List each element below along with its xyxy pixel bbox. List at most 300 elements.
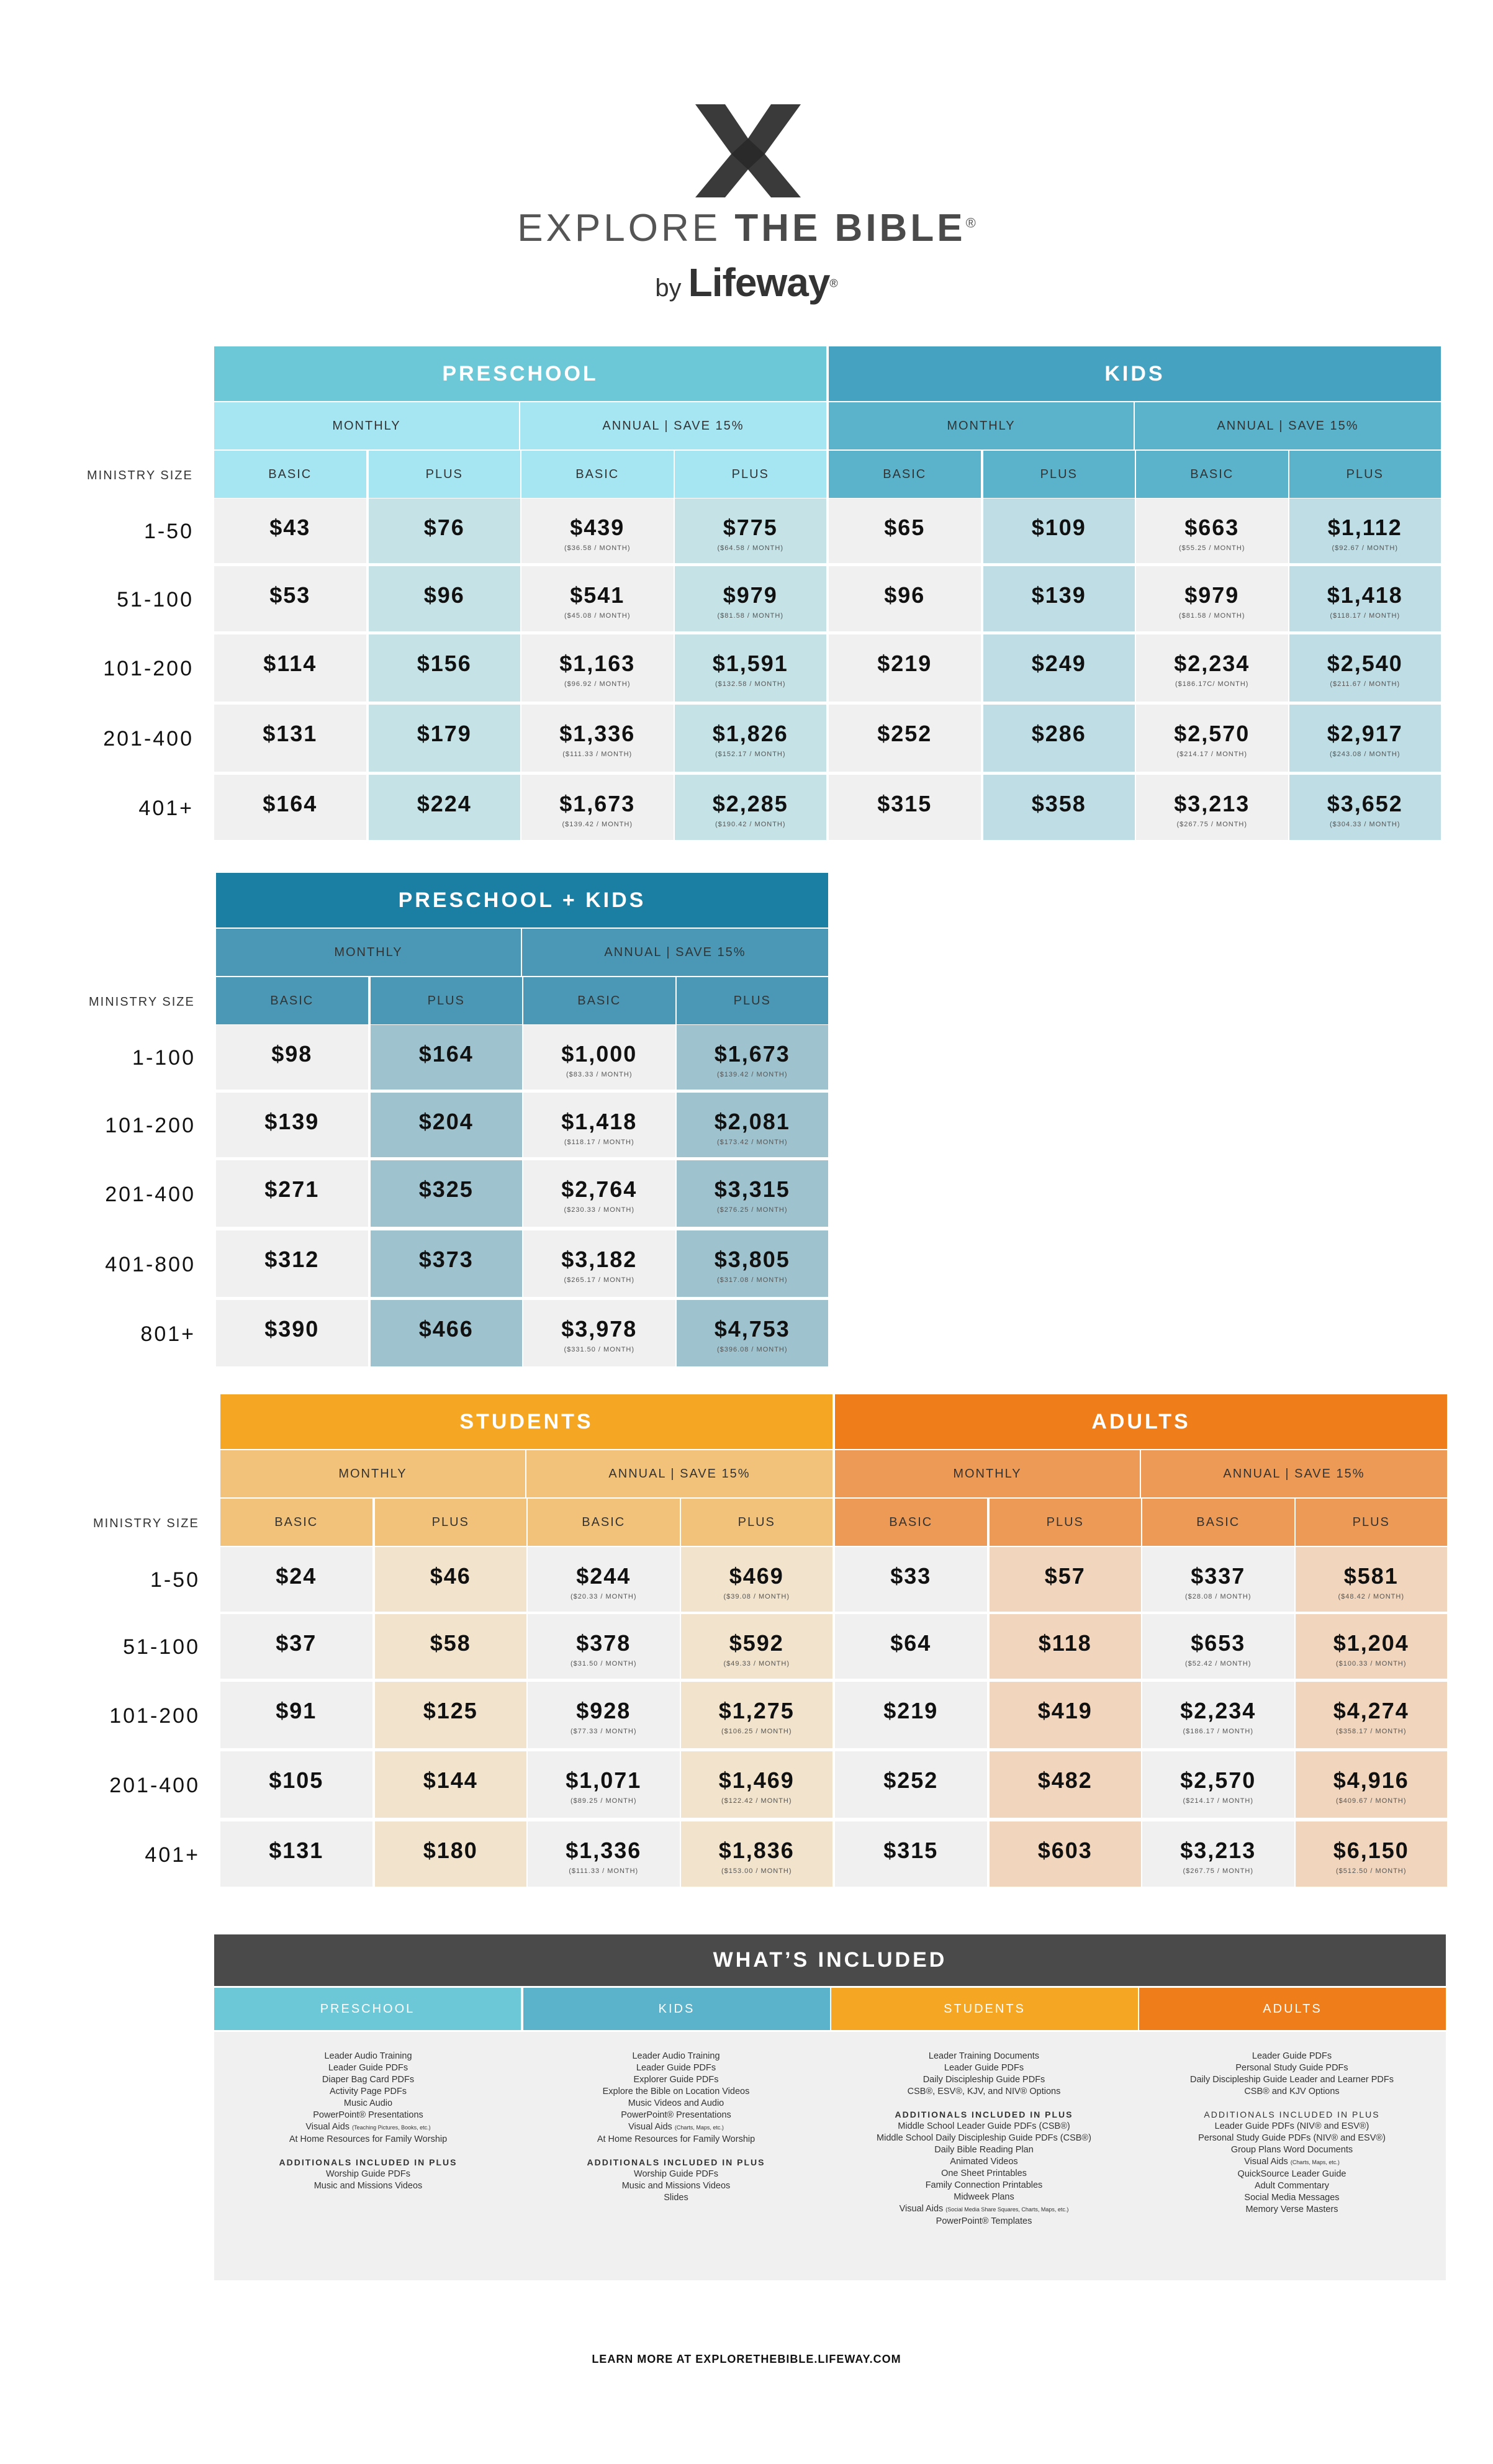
price-value: $33 (890, 1563, 932, 1589)
table-title-adults (835, 1394, 1447, 1449)
price-per-month: ($31.50 / MONTH) (571, 1660, 637, 1667)
price-cell (1142, 1751, 1294, 1818)
included-item: Music Audio (343, 2098, 393, 2108)
price-cell (371, 1160, 523, 1227)
annual-header (1141, 1450, 1447, 1497)
price-value: $3,182 (561, 1247, 638, 1272)
price-cell (990, 1821, 1142, 1887)
brand-title-light: EXPLORE (517, 207, 735, 250)
price-cell (675, 499, 827, 563)
price-value: $312 (264, 1247, 320, 1272)
ministry-size-row-label (87, 566, 199, 633)
price-value: $6,150 (1333, 1838, 1409, 1863)
included-item-visual-aids (830, 2203, 1138, 2216)
price-cell (1289, 634, 1441, 702)
column-header-label: BASIC (1196, 1515, 1240, 1529)
price-value: $592 (729, 1630, 784, 1656)
price-cell (990, 1751, 1142, 1818)
price-cell (677, 1160, 829, 1227)
basic-column-header (220, 1499, 372, 1546)
included-column-kids (522, 2032, 830, 2204)
plus-column-header (369, 451, 521, 498)
price-per-month: ($83.33 / MONTH) (566, 1071, 633, 1078)
price-per-month: ($49.33 / MONTH) (723, 1660, 790, 1667)
price-value: $3,213 (1180, 1838, 1256, 1863)
additional-item: QuickSource Leader Guide (1237, 2169, 1346, 2179)
annual-header (522, 929, 828, 976)
price-value: $2,570 (1174, 721, 1250, 746)
column-header-label: BASIC (270, 993, 314, 1008)
price-cell (216, 1160, 368, 1227)
price-cell (1136, 634, 1288, 702)
column-header-label: PLUS (1046, 1515, 1084, 1529)
price-per-month: ($276.25 / MONTH) (716, 1206, 788, 1214)
price-per-month: ($55.25 / MONTH) (1179, 544, 1245, 552)
price-cell (1136, 566, 1288, 631)
price-value: $131 (269, 1838, 324, 1863)
ministry-size-value: 1-50 (150, 1568, 200, 1592)
additionals-included-heading: ADDITIONALS INCLUDED IN PLUS (279, 2157, 458, 2167)
included-item: PowerPoint® Presentations (621, 2110, 731, 2120)
table-title-text: ADULTS (1091, 1409, 1191, 1433)
price-cell (523, 1230, 675, 1297)
price-cell (983, 775, 1135, 840)
price-per-month: ($132.58 / MONTH) (715, 680, 786, 688)
price-per-month: ($243.08 / MONTH) (1329, 751, 1401, 758)
price-value: $53 (269, 582, 311, 608)
included-item: Music Videos and Audio (628, 2098, 724, 2108)
price-value: $439 (570, 515, 625, 540)
price-value: $1,000 (561, 1041, 638, 1067)
price-value: $252 (877, 721, 932, 746)
price-value: $164 (418, 1041, 474, 1067)
price-per-month: ($52.42 / MONTH) (1185, 1660, 1252, 1667)
price-cell (216, 1300, 368, 1366)
price-cell (521, 634, 674, 702)
included-item: Daily Discipleship Guide Leader and Learner PDFs (1189, 2075, 1394, 2085)
price-cell (214, 499, 366, 563)
brand-title (0, 206, 1493, 250)
price-per-month: ($265.17 / MONTH) (564, 1276, 635, 1284)
ministry-size-value: 51-100 (117, 587, 194, 611)
price-value: $337 (1191, 1563, 1246, 1589)
included-column-preschool (214, 2032, 522, 2192)
price-cell (681, 1682, 833, 1748)
price-cell (220, 1547, 372, 1612)
monthly-label: MONTHLY (953, 1466, 1022, 1481)
price-cell (369, 634, 521, 702)
price-per-month: ($214.17 / MONTH) (1183, 1797, 1254, 1805)
annual-header (1135, 402, 1441, 449)
included-item: CSB® and KJV Options (1244, 2087, 1340, 2096)
included-header-students: STUDENTS (831, 1988, 1138, 2030)
ministry-size-row-label (87, 775, 199, 842)
price-value: $43 (269, 515, 311, 540)
price-value: $2,570 (1180, 1767, 1256, 1793)
price-per-month: ($186.17 / MONTH) (1183, 1728, 1254, 1735)
price-per-month: ($139.42 / MONTH) (716, 1071, 788, 1078)
price-value: $419 (1037, 1698, 1093, 1723)
included-item: CSB®, ESV®, KJV, and NIV® Options (907, 2087, 1061, 2096)
price-cell (214, 705, 366, 772)
included-item: At Home Resources for Family Worship (289, 2134, 448, 2144)
price-cell (375, 1682, 527, 1748)
price-cell (369, 705, 521, 772)
plus-column-header (375, 1499, 527, 1546)
price-value: $315 (877, 791, 932, 816)
price-value: $65 (884, 515, 926, 540)
price-cell (1142, 1682, 1294, 1748)
price-per-month: ($28.08 / MONTH) (1185, 1593, 1252, 1600)
price-cell (371, 1230, 523, 1297)
price-value: $144 (423, 1767, 478, 1793)
price-cell (1289, 775, 1441, 840)
price-per-month: ($122.42 / MONTH) (721, 1797, 792, 1805)
additional-item: Memory Verse Masters (1245, 2205, 1338, 2214)
additional-item: Music and Missions Videos (621, 2181, 731, 2191)
ministry-size-label (93, 1502, 217, 1545)
price-value: $224 (417, 791, 472, 816)
price-value: $118 (1038, 1630, 1092, 1656)
price-cell (677, 1025, 829, 1090)
ministry-size-row-label (89, 1160, 201, 1229)
price-cell (829, 499, 981, 563)
price-per-month: ($111.33 / MONTH) (569, 1867, 639, 1875)
ministry-size-value: 101-200 (105, 1114, 196, 1137)
additionals-included-heading: ADDITIONALS INCLUDED IN PLUS (1204, 2110, 1380, 2119)
price-per-month: ($39.08 / MONTH) (723, 1593, 790, 1600)
price-value: $1,418 (561, 1109, 638, 1134)
ministry-size-value: 201-400 (109, 1773, 200, 1797)
included-item: PowerPoint® Presentations (313, 2110, 423, 2120)
price-value: $286 (1031, 721, 1086, 746)
annual-label: ANNUAL | SAVE 15% (604, 945, 746, 959)
price-value: $76 (423, 515, 465, 540)
whats-included-title-bar (214, 1934, 1446, 1986)
table-title-text: PRESCHOOL (442, 361, 598, 386)
price-cell (521, 499, 674, 563)
monthly-label: MONTHLY (338, 1466, 407, 1481)
additionals-included-heading: ADDITIONALS INCLUDED IN PLUS (895, 2110, 1073, 2119)
column-header-label: BASIC (582, 1515, 626, 1529)
visual-aids-label: Visual Aids (628, 2122, 675, 2132)
ministry-size-row-label (93, 1547, 205, 1613)
table-title-text: PRESCHOOL + KIDS (398, 888, 646, 912)
additional-item: Midweek Plans (954, 2192, 1014, 2202)
price-cell (216, 1025, 368, 1090)
price-cell (681, 1614, 833, 1679)
additional-item: One Sheet Printables (941, 2168, 1027, 2178)
basic-column-header (829, 451, 981, 498)
price-cell (220, 1614, 372, 1679)
price-cell (523, 1025, 675, 1090)
price-cell (216, 1230, 368, 1297)
whats-included-body (214, 2032, 1446, 2280)
price-value: $139 (1031, 582, 1086, 608)
plus-column-header (1289, 451, 1441, 498)
price-cell (375, 1614, 527, 1679)
additional-item: Slides (664, 2193, 688, 2203)
included-item: Activity Page PDFs (329, 2087, 407, 2096)
price-cell (528, 1751, 680, 1818)
price-per-month: ($230.33 / MONTH) (564, 1206, 635, 1214)
visual-aids-note: (Charts, Maps, etc.) (674, 2124, 724, 2131)
price-value: $4,916 (1333, 1767, 1409, 1793)
price-value: $3,652 (1327, 791, 1403, 816)
price-value: $204 (418, 1109, 474, 1134)
price-value: $1,112 (1327, 515, 1402, 540)
price-per-month: ($304.33 / MONTH) (1329, 821, 1401, 828)
price-cell (983, 634, 1135, 702)
price-value: $1,336 (559, 721, 636, 746)
price-per-month: ($64.58 / MONTH) (717, 544, 783, 552)
price-value: $249 (1031, 651, 1086, 676)
price-value: $219 (883, 1698, 939, 1723)
monthly-header (829, 402, 1134, 449)
basic-column-header (523, 977, 675, 1024)
included-column-students (830, 2032, 1138, 2227)
price-value: $1,591 (712, 651, 788, 676)
ministry-size-value: 1-50 (143, 520, 194, 543)
plus-column-header (371, 977, 523, 1024)
price-value: $2,285 (712, 791, 788, 816)
price-cell (528, 1682, 680, 1748)
price-cell (675, 775, 827, 840)
price-cell (1296, 1821, 1448, 1887)
price-value: $663 (1184, 515, 1240, 540)
price-per-month: ($190.42 / MONTH) (715, 821, 786, 828)
monthly-header (214, 402, 519, 449)
included-item: Diaper Bag Card PDFs (322, 2075, 415, 2085)
ministry-size-row-label (89, 1093, 201, 1159)
price-per-month: ($48.42 / MONTH) (1338, 1593, 1404, 1600)
price-cell (523, 1160, 675, 1227)
price-value: $979 (1184, 582, 1240, 608)
price-per-month: ($118.17 / MONTH) (1330, 612, 1401, 620)
price-cell (681, 1547, 833, 1612)
included-item: Daily Discipleship Guide PDFs (922, 2075, 1045, 2085)
price-value: $3,805 (714, 1247, 790, 1272)
price-cell (521, 775, 674, 840)
price-cell (829, 634, 981, 702)
column-header-label: BASIC (577, 993, 621, 1008)
price-value: $2,234 (1174, 651, 1250, 676)
price-per-month: ($211.67 / MONTH) (1330, 680, 1401, 688)
price-value: $325 (418, 1176, 474, 1202)
column-header-label: BASIC (889, 1515, 933, 1529)
column-header-label: PLUS (731, 467, 769, 481)
visual-aids-label: Visual Aids (899, 2204, 946, 2214)
price-cell (681, 1751, 833, 1818)
column-header-label: PLUS (737, 1515, 775, 1529)
price-per-month: ($20.33 / MONTH) (571, 1593, 637, 1600)
price-value: $581 (1343, 1563, 1399, 1589)
price-value: $125 (423, 1698, 478, 1723)
price-cell (990, 1614, 1142, 1679)
price-cell (1142, 1821, 1294, 1887)
ministry-size-text: MINISTRY SIZE (87, 468, 193, 482)
price-value: $1,418 (1327, 582, 1403, 608)
price-cell (528, 1821, 680, 1887)
price-cell (675, 566, 827, 631)
price-cell (371, 1300, 523, 1366)
price-value: $244 (576, 1563, 631, 1589)
visual-aids-label: Visual Aids (305, 2122, 353, 2132)
included-item: At Home Resources for Family Worship (597, 2134, 756, 2144)
price-cell (528, 1547, 680, 1612)
price-per-month: ($89.25 / MONTH) (571, 1797, 637, 1805)
annual-header (526, 1450, 832, 1497)
price-cell (1136, 775, 1288, 840)
price-cell (835, 1547, 987, 1612)
additional-item: Family Connection Printables (925, 2180, 1043, 2190)
visual-aids-note: (Charts, Maps, etc.) (1290, 2159, 1340, 2165)
price-value: $24 (276, 1563, 317, 1589)
ministry-size-row-label (93, 1751, 205, 1820)
additional-item: Personal Study Guide PDFs (NIV® and ESV®) (1198, 2133, 1386, 2143)
price-per-month: ($173.42 / MONTH) (716, 1139, 788, 1146)
included-item: Explorer Guide PDFs (633, 2075, 719, 2085)
price-per-month: ($317.08 / MONTH) (716, 1276, 788, 1284)
ministry-size-value: 101-200 (103, 657, 194, 680)
included-header-preschool: PRESCHOOL (214, 1988, 521, 2030)
included-item: Leader Guide PDFs (944, 2063, 1024, 2073)
price-per-month: ($512.50 / MONTH) (1335, 1867, 1407, 1875)
monthly-header (220, 1450, 525, 1497)
monthly-label: MONTHLY (334, 945, 403, 959)
basic-column-header (835, 1499, 987, 1546)
price-value: $57 (1044, 1563, 1086, 1589)
table-title-preschool (214, 346, 826, 401)
price-cell (675, 705, 827, 772)
table-title-preschool-kids (216, 873, 828, 927)
price-value: $64 (890, 1630, 932, 1656)
additional-item: Daily Bible Reading Plan (934, 2145, 1034, 2155)
ministry-size-value: 801+ (140, 1322, 196, 1346)
ministry-size-row-label (89, 1025, 201, 1091)
price-per-month: ($139.42 / MONTH) (562, 821, 633, 828)
brand-title-bold: THE BIBLE (734, 207, 966, 250)
price-value: $541 (570, 582, 625, 608)
plus-column-header (675, 451, 827, 498)
included-item-visual-aids (522, 2121, 830, 2134)
price-value: $156 (417, 651, 472, 676)
column-header-label: PLUS (1040, 467, 1078, 481)
ministry-size-row-label (93, 1682, 205, 1750)
price-cell (523, 1093, 675, 1157)
ministry-size-row-label (87, 499, 199, 565)
basic-column-header (214, 451, 366, 498)
column-header-label: PLUS (431, 1515, 469, 1529)
price-cell (983, 499, 1135, 563)
visual-aids-note: (Teaching Pictures, Books, etc.) (352, 2124, 431, 2131)
ministry-size-label (89, 980, 213, 1024)
price-cell (375, 1821, 527, 1887)
monthly-header (216, 929, 521, 976)
price-value: $139 (264, 1109, 320, 1134)
included-item: Leader Guide PDFs (636, 2063, 716, 2073)
ministry-size-row-label (89, 1300, 201, 1368)
price-cell (375, 1751, 527, 1818)
price-value: $271 (264, 1176, 320, 1202)
price-cell (829, 566, 981, 631)
ministry-size-value: 401-800 (105, 1252, 196, 1276)
included-item: Leader Audio Training (324, 2051, 412, 2061)
price-cell (835, 1751, 987, 1818)
additional-item: Animated Videos (950, 2157, 1018, 2167)
price-value: $1,673 (714, 1041, 790, 1067)
price-value: $179 (417, 721, 472, 746)
price-value: $775 (723, 515, 778, 540)
price-per-month: ($358.17 / MONTH) (1335, 1728, 1407, 1735)
price-cell (523, 1300, 675, 1366)
price-cell (983, 705, 1135, 772)
price-cell (1296, 1682, 1448, 1748)
price-cell (1142, 1547, 1294, 1612)
additional-item: Music and Missions Videos (313, 2181, 423, 2191)
price-cell (521, 566, 674, 631)
price-value: $2,081 (714, 1109, 790, 1134)
additional-item: PowerPoint® Templates (936, 2216, 1032, 2226)
basic-column-header (521, 451, 674, 498)
price-cell (1289, 499, 1441, 563)
price-value: $4,753 (714, 1316, 790, 1342)
plus-column-header (677, 977, 829, 1024)
price-value: $3,315 (714, 1176, 790, 1202)
plus-column-header (1296, 1499, 1448, 1546)
column-header-label: BASIC (274, 1515, 318, 1529)
ministry-size-row-label (93, 1821, 205, 1889)
additional-item: Leader Guide PDFs (NIV® and ESV®) (1214, 2121, 1369, 2131)
price-value: $91 (276, 1698, 317, 1723)
price-per-month: ($92.67 / MONTH) (1332, 544, 1398, 552)
price-cell (220, 1682, 372, 1748)
learn-more-link[interactable]: LEARN MORE AT EXPLORETHEBIBLE.LIFEWAY.COM (592, 2353, 901, 2365)
price-per-month: ($45.08 / MONTH) (564, 612, 631, 620)
annual-label: ANNUAL | SAVE 15% (602, 418, 744, 433)
price-cell (220, 1751, 372, 1818)
price-cell (1289, 705, 1441, 772)
price-value: $105 (269, 1767, 324, 1793)
ministry-size-value: 1-100 (132, 1046, 196, 1070)
annual-label: ANNUAL | SAVE 15% (1217, 418, 1359, 433)
price-per-month: ($409.67 / MONTH) (1335, 1797, 1407, 1805)
column-header-label: PLUS (427, 993, 465, 1008)
included-header-kids: KIDS (523, 1988, 830, 2030)
price-value: $482 (1037, 1767, 1093, 1793)
explore-the-bible-x-logo (695, 104, 801, 197)
price-cell (677, 1300, 829, 1366)
price-value: $315 (883, 1838, 939, 1863)
price-cell (835, 1614, 987, 1679)
column-header-label: BASIC (268, 467, 312, 481)
price-value: $219 (877, 651, 932, 676)
price-cell (214, 566, 366, 631)
ministry-size-row-label (87, 634, 199, 703)
price-value: $3,213 (1174, 791, 1250, 816)
price-value: $109 (1031, 515, 1086, 540)
price-cell (681, 1821, 833, 1887)
price-value: $469 (729, 1563, 784, 1589)
table-title-text: STUDENTS (459, 1409, 593, 1433)
included-column-adults (1138, 2032, 1446, 2216)
plus-column-header (983, 451, 1135, 498)
ministry-size-value: 401+ (145, 1843, 200, 1867)
column-header-label: PLUS (1352, 1515, 1390, 1529)
included-item: Explore the Bible on Location Videos (602, 2087, 750, 2096)
price-cell (521, 705, 674, 772)
price-value: $1,673 (559, 791, 636, 816)
